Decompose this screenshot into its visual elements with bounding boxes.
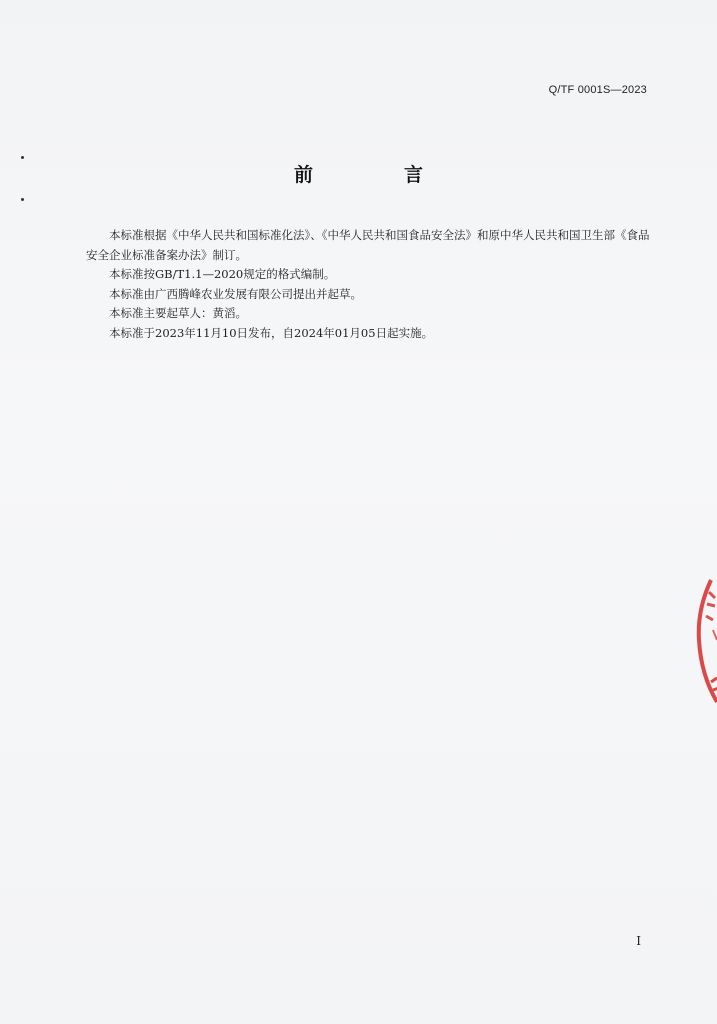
paragraph-main-drafter: 本标准主要起草人：黄滔。 — [109, 306, 247, 320]
page-number: I — [636, 934, 641, 948]
margin-mark — [21, 198, 24, 201]
foreword-body — [86, 226, 652, 343]
red-seal-fragment — [689, 570, 717, 710]
paragraph-dates: 本标准于2023年11月10日发布，自2024年01月05日起实施。 — [109, 325, 434, 340]
document-code: Q/TF 0001S—2023 — [548, 84, 647, 96]
margin-mark — [21, 156, 24, 159]
paragraph-basis: 本标准根据《中华人民共和国标准化法》、《中华人民共和国食品安全法》和原中华人民共和国卫生部《食品安全企业标准备案办法》制订。 — [86, 228, 650, 262]
paragraph-drafter-org: 本标准由广西腾峰农业发展有限公司提出并起草。 — [109, 286, 362, 301]
paragraph-format: 本标准按GB/T1.1—2020规定的格式编制。 — [109, 267, 336, 281]
page-title: 前 言 — [293, 164, 459, 186]
